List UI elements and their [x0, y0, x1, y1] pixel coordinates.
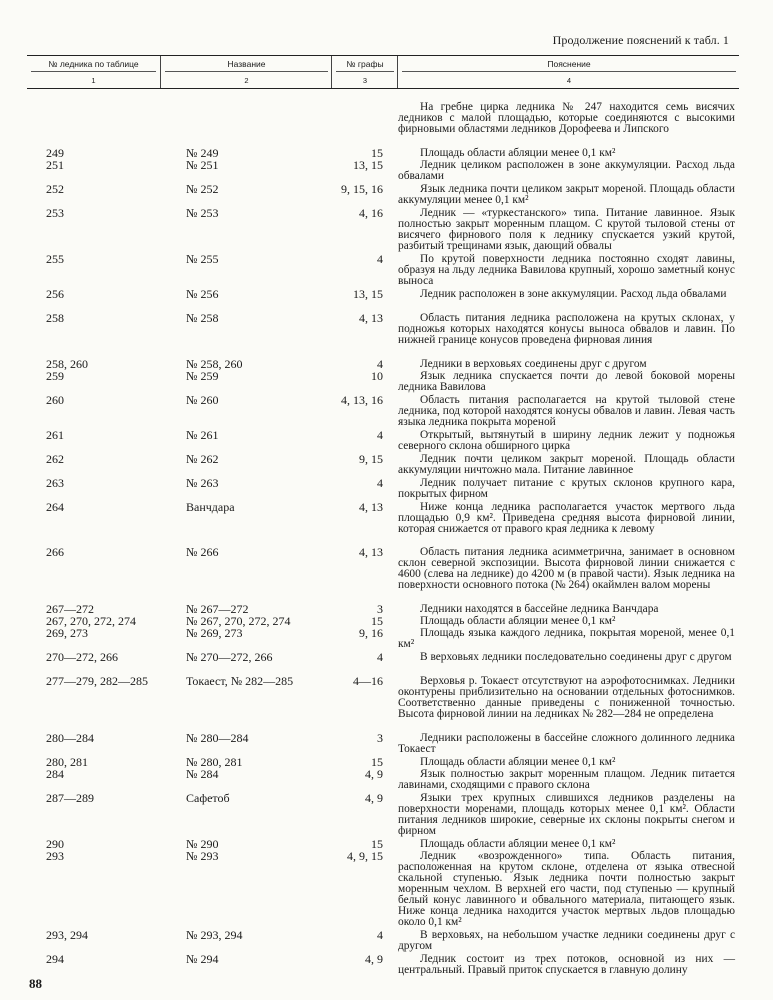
table-row: [27, 769, 739, 793]
table-row: [27, 430, 739, 454]
glacier-name-cell: Токаест, № 282—285: [186, 674, 294, 688]
graph-number-cell: 4, 9: [365, 952, 383, 966]
glacier-name-cell: № 290: [186, 837, 219, 851]
header-col-title: № графы: [346, 59, 384, 69]
graph-number-cell: 15: [371, 755, 383, 769]
graph-number-cell: 4, 9: [365, 791, 383, 805]
table-row: [27, 676, 739, 733]
glacier-number-cell: 290: [46, 837, 64, 851]
explanation-cell: Языки трех крупных слившихся ледников разделены на поверхности моренами, площадь которых менее 0,1 км². Области питания ледников широкие, северные их склоны покрыты снегом и фирном: [398, 792, 735, 837]
graph-number-cell: 9, 15: [359, 452, 383, 466]
explanation-cell: Область питания ледника расположена на крутых склонах, у подножья которых находятся конусы выноса обвалов и лавин. По нижней границе конусов проведена фирновая линия: [398, 312, 735, 346]
graph-number-cell: 13, 15: [353, 158, 383, 172]
explanation-cell: Область питания ледника асимметрична, занимает в основном склон северной экспозиции. Высота фирновой линии снижается с 4600 (слева на леднике) до 4200 м (в правой части). Язык ледника на поверхности основного потока (№ 264) окаймлен валом морены: [398, 546, 735, 591]
glacier-number-cell: 259: [46, 369, 64, 383]
table-row: [27, 628, 739, 652]
glacier-name-cell: № 255: [186, 252, 219, 266]
table-row: [27, 478, 739, 502]
glacier-name-cell: № 266: [186, 545, 219, 559]
explanation-cell: Ледник расположен в зоне аккумуляции. Расход льда обвалами: [420, 288, 727, 300]
glacier-name-cell: № 260: [186, 393, 219, 407]
table-row: [27, 289, 739, 313]
graph-number-cell: 9, 15, 16: [341, 182, 383, 196]
glacier-number-cell: 280, 281: [46, 755, 88, 769]
table-row: [27, 930, 739, 954]
graph-number-cell: 4: [377, 428, 383, 442]
header-col-number: 1: [91, 76, 96, 85]
glacier-number-cell: 261: [46, 428, 64, 442]
header-col-graph-number: [331, 56, 398, 88]
glacier-name-cell: № 261: [186, 428, 219, 442]
glacier-number-cell: 252: [46, 182, 64, 196]
table-row: [27, 313, 739, 359]
graph-number-cell: 4—16: [353, 674, 383, 688]
glacier-name-cell: № 294: [186, 952, 219, 966]
explanation-cell: Открытый, вытянутый в ширину ледник лежит у подножья северного склона обширного цирка: [398, 429, 735, 452]
table-row: [27, 208, 739, 254]
graph-number-cell: 4: [377, 650, 383, 664]
glacier-name-cell: № 251: [186, 158, 219, 172]
table-row: [27, 254, 739, 289]
glacier-name-cell: № 293: [186, 849, 219, 863]
glacier-number-cell: 264: [46, 500, 64, 514]
graph-number-cell: 3: [377, 731, 383, 745]
glacier-number-cell: 269, 273: [46, 626, 88, 640]
table-row: [27, 160, 739, 184]
explanation-cell: Верховья р. Токаест отсутствуют на аэрофотоснимках. Ледники оконтурены приблизительно на основании отдельных фотоснимков. Соответственно данные приведены с пониженной точностью. Высота фирновой линии на ледниках № 282—284 не определена: [398, 675, 735, 720]
explanation-cell: Ледник «возрожденного» типа. Область питания, расположенная на крутом склоне, отделена от языка отвесной скальной ступенью. Язык ледника почти полностью закрыт моренным чехлом. В верхней его части, под ступенью — крупный белый конус лавинного и обвального материала, питающего язык. Ниже конца ледника находится участок мертвых льдов площадью около 0,1 км²: [398, 850, 735, 928]
glacier-number-cell: 256: [46, 287, 64, 301]
glacier-number-cell: 287—289: [46, 791, 94, 805]
glacier-number-cell: 293: [46, 849, 64, 863]
table-row: [27, 454, 739, 478]
glacier-number-cell: 266: [46, 545, 64, 559]
graph-number-cell: 4: [377, 357, 383, 371]
explanation-cell: Язык ледника спускается почти до левой боковой морены ледника Вавилова: [398, 370, 735, 393]
glacier-name-cell: № 252: [186, 182, 219, 196]
graph-number-cell: 10: [371, 369, 383, 383]
graph-number-cell: 15: [371, 614, 383, 628]
glacier-number-cell: 258: [46, 311, 64, 325]
glacier-name-cell: № 263: [186, 476, 219, 490]
explanation-cell: В верховьях, на небольшом участке ледники соединены друг с другом: [398, 929, 735, 952]
glacier-name-cell: Сафетоб: [186, 791, 230, 805]
table-row: [27, 502, 739, 547]
glacier-number-cell: 253: [46, 206, 64, 220]
graph-number-cell: 4: [377, 252, 383, 266]
glacier-name-cell: № 270—272, 266: [186, 650, 273, 664]
explanation-cell: Язык полностью закрыт моренным плащом. Ледник питается лавинами, сходящими с правого склона: [398, 768, 735, 791]
glacier-name-cell: № 293, 294: [186, 928, 243, 942]
glacier-number-cell: 293, 294: [46, 928, 88, 942]
glacier-number-cell: 277—279, 282—285: [46, 674, 148, 688]
table-row: [27, 793, 739, 839]
glacier-number-cell: 267, 270, 272, 274: [46, 614, 136, 628]
explanation-cell: Площадь области абляции менее 0,1 км²: [420, 756, 616, 768]
explanation-cell: Ледник — «туркестанского» типа. Питание лавинное. Язык полностью закрыт моренным плащом. С крутой тыловой стены от висячего фирнового поля к леднику спускается узкий крутой, разбитый трещинами язык, дающий обвалы: [398, 207, 735, 252]
table-continuation-note: Продолжение пояснений к табл. 1: [552, 33, 729, 47]
graph-number-cell: 13, 15: [353, 287, 383, 301]
glacier-name-cell: № 258, 260: [186, 357, 243, 371]
table-row: [27, 547, 739, 604]
graph-number-cell: 4: [377, 476, 383, 490]
glacier-number-cell: 263: [46, 476, 64, 490]
explanation-cell: Ледники находятся в бассейне ледника Ванчдара: [420, 603, 659, 615]
header-col-number: 2: [244, 76, 249, 85]
graph-number-cell: 4, 16: [359, 206, 383, 220]
glacier-name-cell: № 256: [186, 287, 219, 301]
explanation-cell: Площадь области абляции менее 0,1 км²: [420, 615, 616, 627]
graph-number-cell: 4, 9, 15: [347, 849, 383, 863]
glacier-name-cell: № 259: [186, 369, 219, 383]
explanation-cell: Ледники в верховьях соединены друг с другом: [420, 358, 647, 370]
glacier-number-cell: 258, 260: [46, 357, 88, 371]
glacier-number-cell: 270—272, 266: [46, 650, 118, 664]
table-header: [27, 55, 739, 89]
glacier-name-cell: Ванчдара: [186, 500, 235, 514]
explanation-cell: Площадь языка каждого ледника, покрытая мореной, менее 0,1 км²: [398, 627, 735, 650]
glacier-number-cell: 251: [46, 158, 64, 172]
graph-number-cell: 4, 13: [359, 545, 383, 559]
glacier-name-cell: № 262: [186, 452, 219, 466]
graph-number-cell: 3: [377, 602, 383, 616]
table-row: [27, 184, 739, 208]
glacier-number-cell: 262: [46, 452, 64, 466]
explanation-cell: Ледник состоит из трех потоков, основной из них — центральный. Правый приток спускается в главную долину: [398, 953, 735, 976]
graph-number-cell: 15: [371, 146, 383, 160]
explanation-cell: Площадь области абляции менее 0,1 км²: [420, 147, 616, 159]
explanation-cell: Ледник получает питание с крутых склонов крупного кара, покрытых фирном: [398, 477, 735, 500]
glacier-number-cell: 260: [46, 393, 64, 407]
header-col-explanation: [397, 56, 740, 88]
glacier-name-cell: № 280—284: [186, 731, 249, 745]
header-col-title: Пояснение: [547, 59, 591, 69]
explanation-cell: Ледники расположены в бассейне сложного долинного ледника Токаест: [398, 732, 735, 755]
graph-number-cell: 4, 13: [359, 500, 383, 514]
glacier-name-cell: № 267, 270, 272, 274: [186, 614, 291, 628]
explanation-cell: По крутой поверхности ледника постоянно сходят лавины, образуя на льду ледника Вавилова крупный, хорошо заметный конус выноса: [398, 253, 735, 287]
table-row: [27, 851, 739, 930]
table-row: [27, 102, 739, 148]
glacier-name-cell: № 269, 273: [186, 626, 243, 640]
header-col-number: 3: [362, 76, 368, 85]
page-number: 88: [29, 976, 42, 991]
graph-number-cell: 4, 13, 16: [341, 393, 383, 407]
graph-number-cell: 4: [377, 928, 383, 942]
explanation-cell: В верховьях ледники последовательно соединены друг с другом: [420, 651, 732, 663]
graph-number-cell: 4, 13: [359, 311, 383, 325]
glacier-number-cell: 284: [46, 767, 64, 781]
glacier-number-cell: 255: [46, 252, 64, 266]
explanation-cell: Язык ледника почти целиком закрыт мореной. Площадь области аккумуляции менее 0,1 км²: [398, 183, 735, 206]
header-col-number: 4: [566, 76, 572, 85]
glacier-name-cell: № 258: [186, 311, 219, 325]
glacier-name-cell: № 253: [186, 206, 219, 220]
header-col-name: [160, 56, 332, 88]
table-row: [27, 371, 739, 395]
table-body: [27, 102, 739, 978]
glacier-number-cell: 249: [46, 146, 64, 160]
table-row: [27, 733, 739, 757]
explanation-cell: Область питания располагается на крутой тыловой стене ледника, под которой находятся конусы обвалов и лавин. Левая часть языка ледника покрыта мореной: [398, 394, 735, 428]
explanation-cell: Площадь области абляции менее 0,1 км²: [420, 838, 616, 850]
glacier-name-cell: № 284: [186, 767, 219, 781]
header-col-title: № ледника по таблице: [48, 59, 139, 69]
table-row: [27, 954, 739, 978]
glacier-number-cell: 294: [46, 952, 64, 966]
graph-number-cell: 15: [371, 837, 383, 851]
explanation-cell: Ниже конца ледника располагается участок мертвого льда площадью 0,9 км². Приведена средняя высота фирновой линии, которая снижается от правого края ледника к левому: [398, 501, 735, 535]
glacier-name-cell: № 280, 281: [186, 755, 243, 769]
explanation-cell: На гребне цирка ледника № 247 находится семь висячих ледников с малой площадью, которые соединяются с высокими фирновыми областями ледников Дорофеева и Липского: [398, 101, 735, 135]
table-row: [27, 395, 739, 430]
glacier-name-cell: № 249: [186, 146, 219, 160]
explanation-cell: Ледник целиком расположен в зоне аккумуляции. Расход льда обвалами: [398, 159, 735, 182]
graph-number-cell: 9, 16: [359, 626, 383, 640]
header-col-title: Название: [227, 59, 266, 69]
header-col-glacier-number: [27, 56, 160, 88]
glacier-number-cell: 280—284: [46, 731, 94, 745]
explanation-cell: Ледник почти целиком закрыт мореной. Площадь области аккумуляции ничтожно мала. Питание лавинное: [398, 453, 735, 476]
glacier-name-cell: № 267—272: [186, 602, 249, 616]
glacier-number-cell: 267—272: [46, 602, 94, 616]
graph-number-cell: 4, 9: [365, 767, 383, 781]
table-row: [27, 652, 739, 676]
